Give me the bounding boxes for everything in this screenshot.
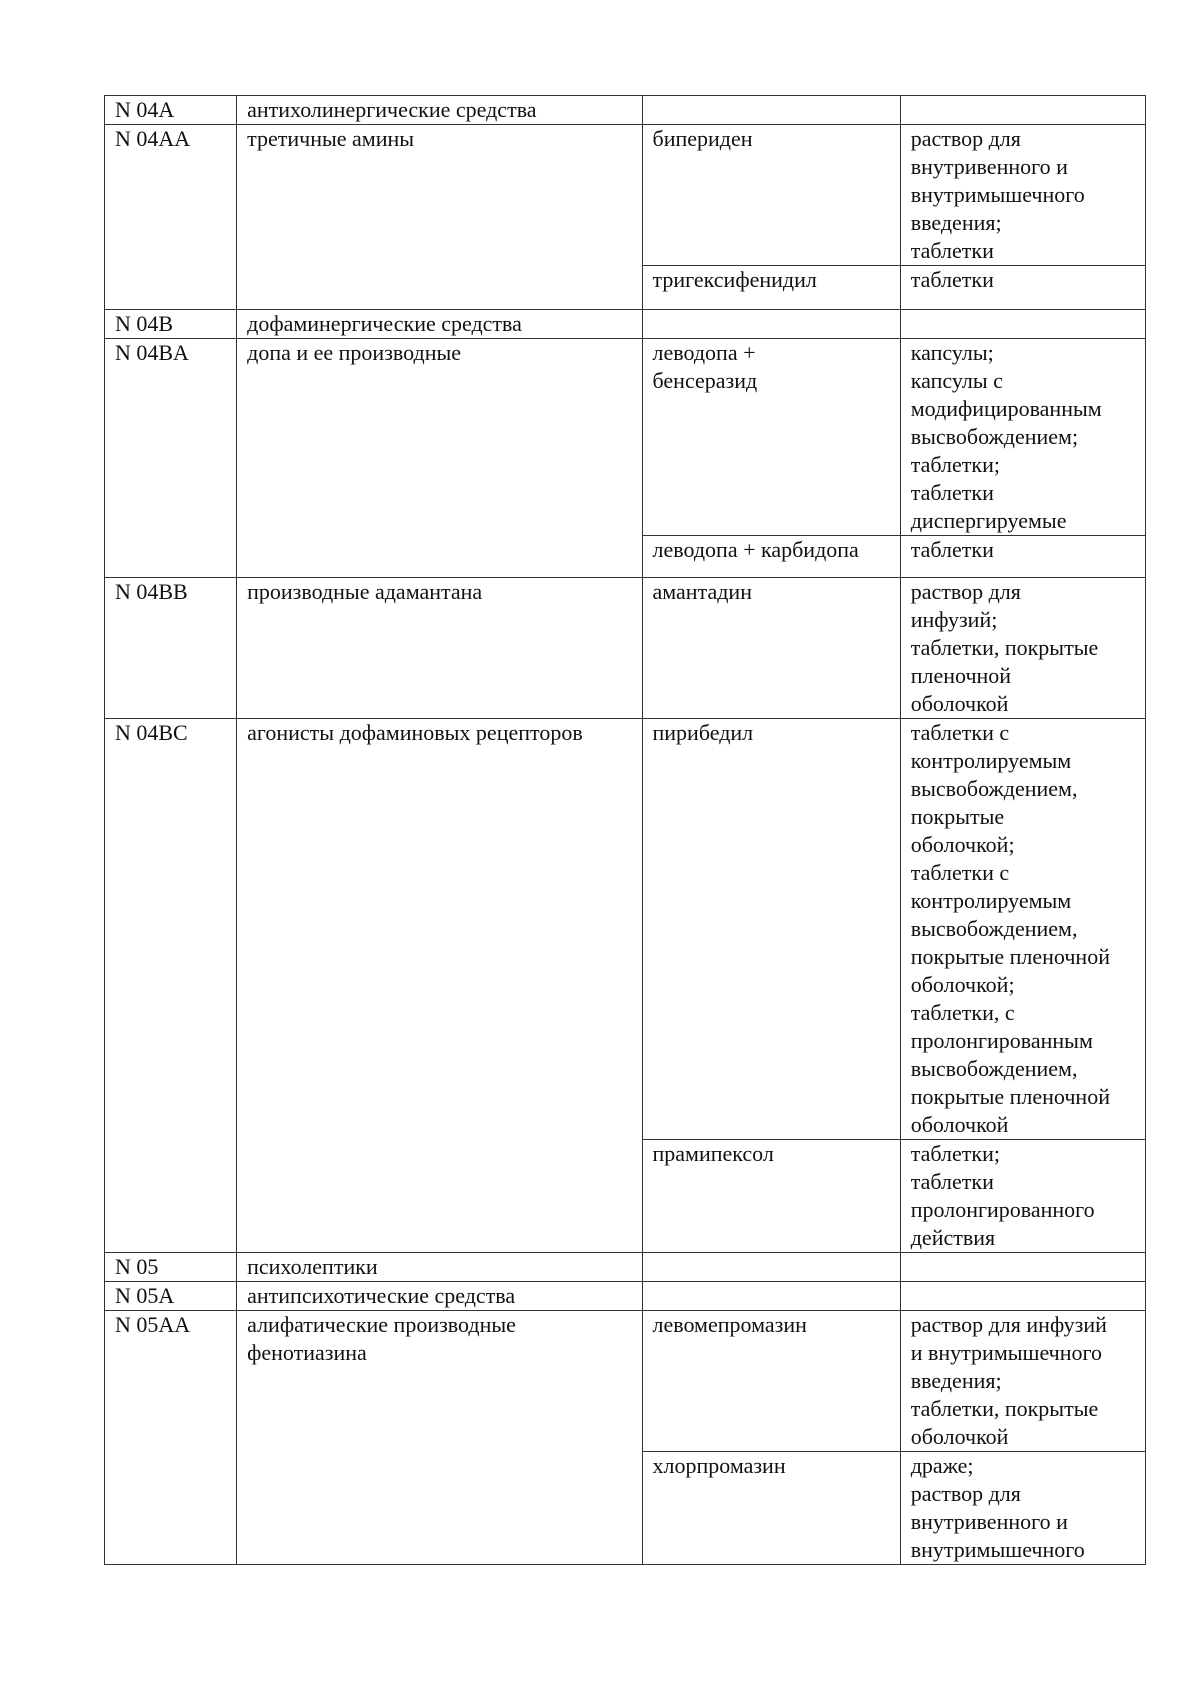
cell-text-line: прамипексол [652, 1141, 774, 1166]
cell-text-line: высвобождением, [910, 916, 1078, 941]
dosage-form-cell [900, 719, 1145, 1140]
dosage-form-cell [900, 266, 1145, 310]
cell-text-line: таблетки; [910, 452, 1000, 477]
cell-text-line: тригексифенидил [652, 267, 817, 292]
dosage-form-cell [900, 1253, 1145, 1282]
cell-text-line: модифицированным [910, 396, 1102, 421]
cell-text-line: таблетки, покрытые [910, 635, 1099, 660]
cell-text-line: действия [910, 1225, 996, 1250]
cell-text-line: бипериден [652, 126, 753, 151]
cell-text-line: таблетки [910, 480, 994, 505]
atc-code-cell: N 04A [105, 96, 237, 125]
table-row [105, 578, 1146, 719]
cell-text-line: внутривенного и [910, 154, 1068, 179]
drug-name-cell [642, 339, 900, 536]
cell-text-line: пролонгированного [910, 1197, 1095, 1222]
atc-code-cell: N 04BB [105, 578, 237, 719]
cell-text-line: таблетки с [910, 720, 1010, 745]
cell-text-line: введения; [910, 1368, 1002, 1393]
drug-name-cell [642, 536, 900, 578]
drug-name-cell [642, 719, 900, 1140]
drug-name-cell [642, 310, 900, 339]
cell-text-line: хлорпромазин [652, 1453, 786, 1478]
table-row [105, 339, 1146, 536]
cell-text-line: таблетки [910, 238, 994, 263]
atc-code-cell: N 05A [105, 1282, 237, 1311]
cell-text-line: инфузий; [910, 607, 998, 632]
cell-text-line: внутримышечного [910, 182, 1085, 207]
cell-text-line: пирибедил [652, 720, 754, 745]
atc-code-cell: N 05 [105, 1253, 237, 1282]
group-name-cell [237, 1311, 642, 1565]
dosage-form-cell [900, 536, 1145, 578]
cell-text-line: таблетки с [910, 860, 1010, 885]
dosage-form-cell [900, 1282, 1145, 1311]
cell-text-line: капсулы; [910, 340, 994, 365]
cell-text-line: фенотиазина [247, 1340, 367, 1365]
cell-text-line: таблетки, с [910, 1000, 1015, 1025]
drug-name-cell [642, 125, 900, 266]
cell-text-line: таблетки; [910, 1141, 1000, 1166]
table-row [105, 1282, 1146, 1311]
cell-text-line: таблетки [910, 1169, 994, 1194]
table-row [105, 125, 1146, 266]
cell-text-line: оболочкой [910, 1112, 1009, 1137]
drug-name-cell [642, 578, 900, 719]
group-name-cell: антихолинергические средства [237, 96, 642, 125]
cell-text-line: левомепромазин [652, 1312, 807, 1337]
drug-name-cell [642, 1282, 900, 1311]
cell-text-line: оболочкой [910, 1424, 1009, 1449]
medication-table-body [105, 96, 1146, 1565]
dosage-form-cell [900, 1311, 1145, 1452]
dosage-form-cell [900, 1140, 1145, 1253]
cell-text-line: контролируемым [910, 748, 1072, 773]
cell-text-line: таблетки [910, 267, 994, 292]
cell-text-line: высвобождением, [910, 1056, 1078, 1081]
group-name-cell: агонисты дофаминовых рецепторов [237, 719, 642, 1253]
cell-text-line: и внутримышечного [910, 1340, 1102, 1365]
group-name-cell: третичные амины [237, 125, 642, 310]
cell-text-line: оболочкой; [910, 832, 1015, 857]
cell-text-line: раствор для [910, 1481, 1021, 1506]
group-name-cell: допа и ее производные [237, 339, 642, 578]
dosage-form-cell [900, 125, 1145, 266]
drug-name-cell [642, 1253, 900, 1282]
atc-code-cell: N 04AA [105, 125, 237, 310]
group-name-cell: психолептики [237, 1253, 642, 1282]
table-row [105, 719, 1146, 1140]
atc-code-cell: N 04B [105, 310, 237, 339]
cell-text-line: высвобождением; [910, 424, 1079, 449]
cell-text-line: покрытые пленочной [910, 1084, 1110, 1109]
medication-table [104, 95, 1146, 1565]
drug-name-cell [642, 1452, 900, 1565]
cell-text-line: оболочкой; [910, 972, 1015, 997]
cell-text-line: высвобождением, [910, 776, 1078, 801]
cell-text-line: диспергируемые [910, 508, 1067, 533]
cell-text-line: покрытые пленочной [910, 944, 1110, 969]
group-name-cell: производные адамантана [237, 578, 642, 719]
drug-name-cell [642, 1311, 900, 1452]
cell-text-line: покрытые [910, 804, 1005, 829]
atc-code-cell: N 05AA [105, 1311, 237, 1565]
cell-text-line: внутримышечного [910, 1537, 1085, 1562]
dosage-form-cell [900, 96, 1145, 125]
cell-text-line: леводопа + карбидопа [652, 537, 859, 562]
dosage-form-cell [900, 1452, 1145, 1565]
table-row [105, 1311, 1146, 1452]
drug-name-cell [642, 266, 900, 310]
drug-name-cell [642, 96, 900, 125]
cell-text-line: таблетки [910, 537, 994, 562]
cell-text-line: внутривенного и [910, 1509, 1068, 1534]
atc-code-cell: N 04BC [105, 719, 237, 1253]
cell-text-line: пролонгированным [910, 1028, 1093, 1053]
cell-text-line: контролируемым [910, 888, 1072, 913]
group-name-cell: антипсихотические средства [237, 1282, 642, 1311]
cell-text-line: введения; [910, 210, 1002, 235]
cell-text-line: раствор для [910, 126, 1021, 151]
cell-text-line: драже; [910, 1453, 974, 1478]
atc-code-cell: N 04BA [105, 339, 237, 578]
dosage-form-cell [900, 578, 1145, 719]
drug-name-cell [642, 1140, 900, 1253]
cell-text-line: амантадин [652, 579, 752, 604]
cell-text-line: оболочкой [910, 691, 1009, 716]
cell-text-line: раствор для инфузий [910, 1312, 1107, 1337]
group-name-cell: дофаминергические средства [237, 310, 642, 339]
cell-text-line: капсулы с [910, 368, 1003, 393]
cell-text-line: леводопа + [652, 340, 756, 365]
table-row [105, 96, 1146, 125]
table-row [105, 1253, 1146, 1282]
dosage-form-cell [900, 339, 1145, 536]
cell-text-line: таблетки, покрытые [910, 1396, 1099, 1421]
table-row [105, 310, 1146, 339]
cell-text-line: пленочной [910, 663, 1012, 688]
dosage-form-cell [900, 310, 1145, 339]
cell-text-line: алифатические производные [247, 1312, 516, 1337]
cell-text-line: бенсеразид [652, 368, 758, 393]
cell-text-line: раствор для [910, 579, 1021, 604]
